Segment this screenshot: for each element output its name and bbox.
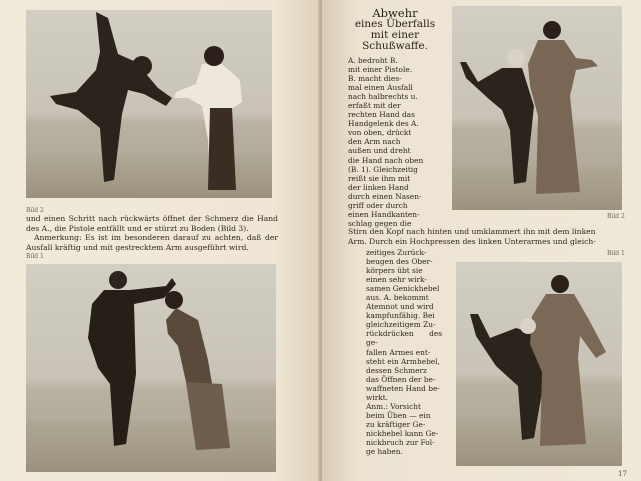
section-heading bbox=[340, 8, 450, 52]
col-line: Handgelenk des A. bbox=[348, 119, 419, 129]
col-line: nach halbrechts u. bbox=[348, 92, 418, 102]
col2-line: einen sehr wirk- bbox=[366, 275, 427, 285]
col-line: außen und dreht bbox=[348, 146, 411, 156]
heading-line-1: Abwehr bbox=[372, 6, 418, 20]
col-line: mit einer Pistole. bbox=[348, 65, 413, 75]
col2-line: zeitiges Zurück- bbox=[366, 248, 427, 257]
col-line: die Hand nach oben bbox=[348, 155, 424, 165]
caption-mid-right: Bild 1 bbox=[607, 250, 625, 257]
col2-line: beim Üben — ein bbox=[366, 410, 431, 420]
fighters-illustration-4 bbox=[456, 262, 622, 466]
wide-line-2: Arm. Durch ein Hochpressen des linken Unterarmes und gleich- bbox=[348, 236, 596, 246]
col-line: A. bedroht B. bbox=[348, 56, 398, 65]
col2-line: nickhebel kann Ge- bbox=[366, 428, 439, 438]
col2-line: kampfunfähig. Bei bbox=[366, 311, 435, 321]
col-line: einen Handkanten- bbox=[348, 209, 420, 219]
heading-line-4: Schußwaffe. bbox=[362, 40, 428, 52]
col2-line: Anm.: Vorsicht bbox=[366, 401, 421, 411]
col2-line: samen Genickhebel bbox=[366, 284, 440, 294]
left-paragraph-1: und einen Schritt nach rückwärts öffnet der Schmerz die Hand des A., die Pistole entfällt und er stürzt zu Boden (Bild 3). bbox=[26, 214, 278, 233]
fighters-illustration-1 bbox=[26, 10, 272, 198]
col-line: B. macht dies- bbox=[348, 74, 402, 84]
col2-line: nickbruch zur Fol- bbox=[366, 437, 435, 447]
page-number: 17 bbox=[618, 470, 627, 478]
col2-line: zu kräftiger Ge- bbox=[366, 419, 426, 429]
col2-line: fallen Armes ent- bbox=[366, 347, 431, 357]
col-line: rechten Hand das bbox=[348, 110, 415, 120]
caption-bottom-left: Bild 1 bbox=[26, 253, 44, 260]
col-line: durch einen Nasen- bbox=[348, 191, 422, 201]
heading-line-3: mit einer bbox=[370, 29, 420, 41]
left-body-text bbox=[26, 214, 278, 252]
col-line: der linken Hand bbox=[348, 182, 409, 192]
photo-bottom-left bbox=[26, 264, 276, 472]
left-paragraph-2: Anmerkung: Es ist im besonderen darauf zu achten, daß der Ausfall kräftig und mit gestrecktem Arm ausgeführt wird. bbox=[26, 233, 278, 252]
right-column-top bbox=[348, 56, 440, 228]
col2-line: Atemnot und wird bbox=[366, 302, 434, 312]
col-line: reißt sie ihm mit bbox=[348, 173, 411, 183]
col-line: mal einen Ausfall bbox=[348, 83, 413, 93]
col2-line: rückdrücken des ge- bbox=[366, 329, 442, 348]
right-column-bottom bbox=[366, 248, 442, 456]
heading-line-2: eines Überfalls bbox=[354, 18, 436, 30]
col-line: griff oder durch bbox=[348, 200, 408, 210]
col2-line: dessen Schmerz bbox=[366, 365, 427, 375]
col2-line: aus. A. bekommt bbox=[366, 293, 429, 303]
col2-line: wirkt. bbox=[366, 392, 389, 402]
col2-line: das Öffnen der be- bbox=[366, 374, 436, 384]
col-line: erfaßt mit der bbox=[348, 101, 401, 111]
col-line: schlag gegen die bbox=[348, 218, 412, 228]
fighters-illustration-2 bbox=[26, 264, 276, 472]
col2-line: waffneten Hand be- bbox=[366, 383, 440, 393]
col-line: den Arm nach bbox=[348, 137, 401, 147]
right-wide-text bbox=[348, 227, 626, 246]
col2-line: steht ein Armhebel, bbox=[366, 356, 440, 366]
caption-top-left: Bild 2 bbox=[26, 207, 44, 214]
photo-top-right bbox=[452, 6, 622, 210]
wide-line-1: Stirn den Kopf nach hinten und umklammert ihn mit dem linken bbox=[348, 227, 596, 236]
right-page bbox=[322, 0, 641, 481]
col2-line: körpers übt sie bbox=[366, 266, 423, 276]
fighters-illustration-3 bbox=[452, 6, 622, 210]
photo-bottom-right bbox=[456, 262, 622, 466]
col2-line: gleichzeitigem Zu- bbox=[366, 320, 436, 330]
col2-line: ge haben. bbox=[366, 447, 403, 457]
col-line: von oben, drückt bbox=[348, 128, 412, 138]
col-line: (B. 1). Gleichzeitig bbox=[348, 164, 418, 174]
caption-top-right: Bild 2 bbox=[607, 213, 625, 220]
col2-line: beugen des Ober- bbox=[366, 257, 433, 267]
photo-top-left bbox=[26, 10, 272, 198]
